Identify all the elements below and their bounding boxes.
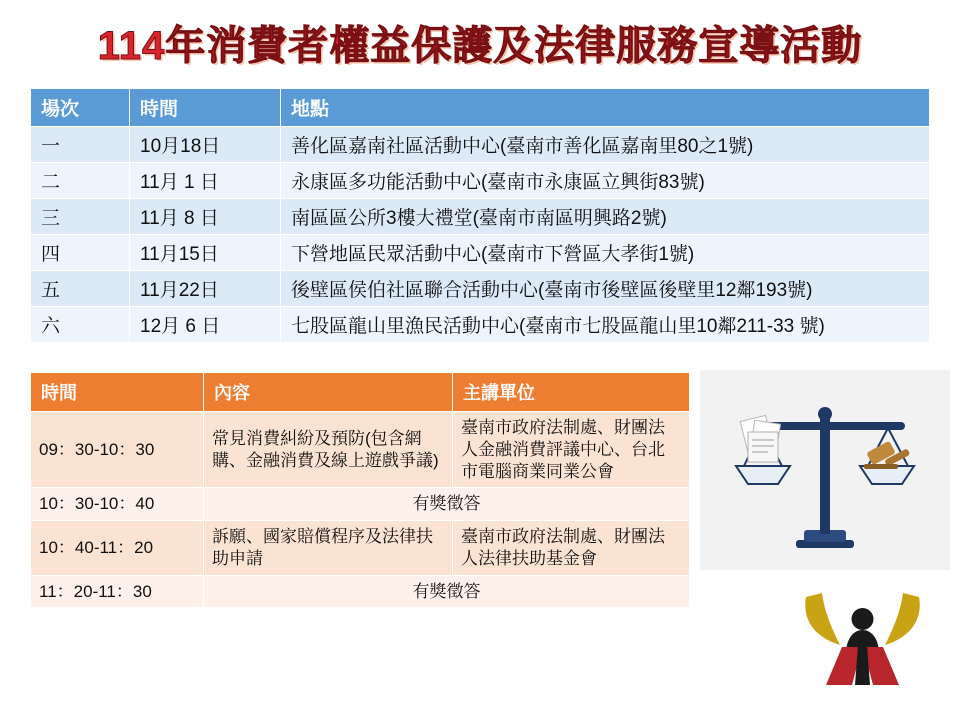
schedule-session: 五 [31, 271, 130, 307]
schedule-session: 六 [31, 307, 130, 343]
agenda-time: 09：30-10：30 [31, 412, 204, 488]
schedule-time: 12月 6 日 [130, 307, 281, 343]
table-row [31, 488, 690, 521]
agenda-content: 訴願、國家賠償程序及法律扶助申請 [204, 521, 453, 576]
justice-scales-illustration [700, 370, 950, 570]
schedule-place: 後壁區侯伯社區聯合活動中心(臺南市後壁區後壁里12鄰193號) [281, 271, 930, 307]
agenda-content: 常見消費糾紛及預防(包含網購、金融消費及線上遊戲爭議) [204, 412, 453, 488]
schedule-session: 四 [31, 235, 130, 271]
schedule-table [30, 88, 930, 343]
table-row [31, 575, 690, 608]
schedule-session: 二 [31, 163, 130, 199]
table-row [31, 412, 690, 488]
agenda-time: 10：30-10：40 [31, 488, 204, 521]
table-row [31, 235, 930, 271]
agenda-time: 11：20-11：30 [31, 575, 204, 608]
schedule-place: 善化區嘉南社區活動中心(臺南市善化區嘉南里80之1號) [281, 127, 930, 163]
page-title: 114年消費者權益保護及法律服務宣導活動 [97, 24, 863, 68]
agenda-speaker: 臺南市政府法制處、財團法人金融消費評議中心、台北市電腦商業同業公會 [453, 412, 690, 488]
table-row [31, 163, 930, 199]
schedule-time: 11月22日 [130, 271, 281, 307]
agenda-header-speaker: 主講單位 [453, 373, 690, 412]
schedule-place: 下營地區民眾活動中心(臺南市下營區大孝街1號) [281, 235, 930, 271]
schedule-time: 11月 8 日 [130, 199, 281, 235]
table-row [31, 307, 930, 343]
schedule-header-row [31, 89, 930, 127]
schedule-time: 10月18日 [130, 127, 281, 163]
schedule-place: 南區區公所3樓大禮堂(臺南市南區明興路2號) [281, 199, 930, 235]
schedule-session: 一 [31, 127, 130, 163]
tainan-city-government-logo [800, 585, 925, 690]
agenda-table [30, 372, 690, 608]
table-row [31, 521, 690, 576]
agenda-content: 有獎徵答 [204, 575, 690, 608]
schedule-time: 11月 1 日 [130, 163, 281, 199]
agenda-header-content: 內容 [204, 373, 453, 412]
schedule-time: 11月15日 [130, 235, 281, 271]
schedule-session: 三 [31, 199, 130, 235]
agenda-content: 有獎徵答 [204, 488, 690, 521]
table-row [31, 271, 930, 307]
schedule-place: 永康區多功能活動中心(臺南市永康區立興街83號) [281, 163, 930, 199]
table-row [31, 199, 930, 235]
schedule-header-time: 時間 [130, 89, 281, 127]
agenda-header-row [31, 373, 690, 412]
agenda-time: 10：40-11：20 [31, 521, 204, 576]
schedule-place: 七股區龍山里漁民活動中心(臺南市七股區龍山里10鄰211-33 號) [281, 307, 930, 343]
agenda-speaker: 臺南市政府法制處、財團法人法律扶助基金會 [453, 521, 690, 576]
agenda-header-time: 時間 [31, 373, 204, 412]
table-row [31, 127, 930, 163]
schedule-header-place: 地點 [281, 89, 930, 127]
schedule-header-session: 場次 [31, 89, 130, 127]
